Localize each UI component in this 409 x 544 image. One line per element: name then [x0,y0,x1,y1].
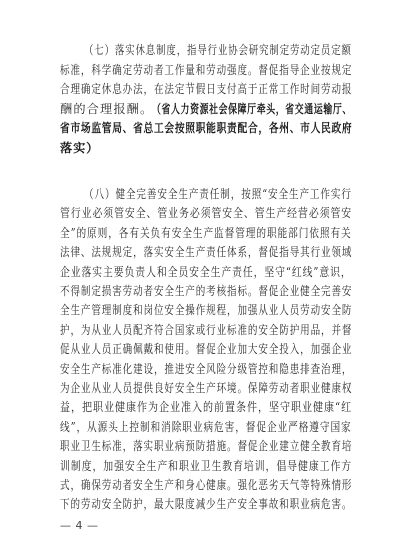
paragraph-line: 不得制定损害劳动者安全生产的考核指标。督促企业健全完善安 [60,284,353,298]
responsibility-note: 落实） [60,141,100,155]
paragraph-line: 法律、法规规定，落实安全生产责任体系，督促指导其行业领域 [60,245,353,260]
responsibility-note: 省市场监管局、省总工会按照职能职责配合，各州、市人民政府 [60,121,353,136]
paragraph-line: 护，为从业人员配齐符合国家或行业标准的安全防护用品，并督 [60,322,353,337]
paragraph-line: 促从业人员正确佩戴和使用。督促企业加大安全投入，加强企业 [60,342,353,357]
paragraph-line: 全生产管理制度和岗位安全操作规程，加强从业人员劳动安全防 [60,303,353,318]
paragraph-line: 安全生产标准化建设，推进安全风险分级管控和隐患排查治理， [60,361,353,376]
responsibility-note: （省人力资源社会保障厅牵头，省交通运输厅、 [152,101,352,116]
paragraph-line: 全”的原则，各有关负有安全生产监督管理的职能部门依照有关 [60,225,352,240]
paragraph-line: （八）健全完善安全生产责任制，按照“安全生产工作实行 [84,187,352,201]
paragraph-line: 下的劳动安全防护，最大限度减少生产安全事故和职业病危害。 [60,497,353,512]
paragraph-line: 线”，从源头上控制和消除职业病危害，督促企业严格遵守国家 [60,419,352,434]
paragraph-line: （七）落实休息制度，指导行业协会研究制定劳动定员定额 [84,43,352,57]
paragraph-line: 式，确保劳动者安全生产和身心健康。强化恶劣天气等特殊情形 [60,478,353,492]
paragraph-line: 合理确定休息办法，在法定节假日支付高于正常工作时间劳动报 [60,82,353,97]
paragraph-line: 企业落实主要负责人和全员安全生产责任，坚守“红线”意识， [60,264,352,279]
page-number: — 4 — [60,519,99,532]
paragraph-line: 职业卫生标准，落实职业病预防措施。督促企业建立健全教育培 [60,439,353,454]
paragraph-line: 益，把职业健康作为企业准入的前置条件，坚守职业健康“红 [60,400,353,415]
paragraph-line: 标准，科学确定劳动者工作量和劳动强度。督促指导企业按规定 [60,62,353,77]
paragraph-line: 为企业从业人员提供良好安全生产环境。保障劳动者职业健康权 [60,381,353,395]
paragraph-line: 训制度，加强安全生产和职业卫生教育培训，倡导健康工作方 [60,458,353,473]
paragraph-line: 管行业必须管安全、管业务必须管安全、管生产经营必须管安 [60,206,353,221]
paragraph-line: 酬的合理报酬。 [60,101,154,116]
